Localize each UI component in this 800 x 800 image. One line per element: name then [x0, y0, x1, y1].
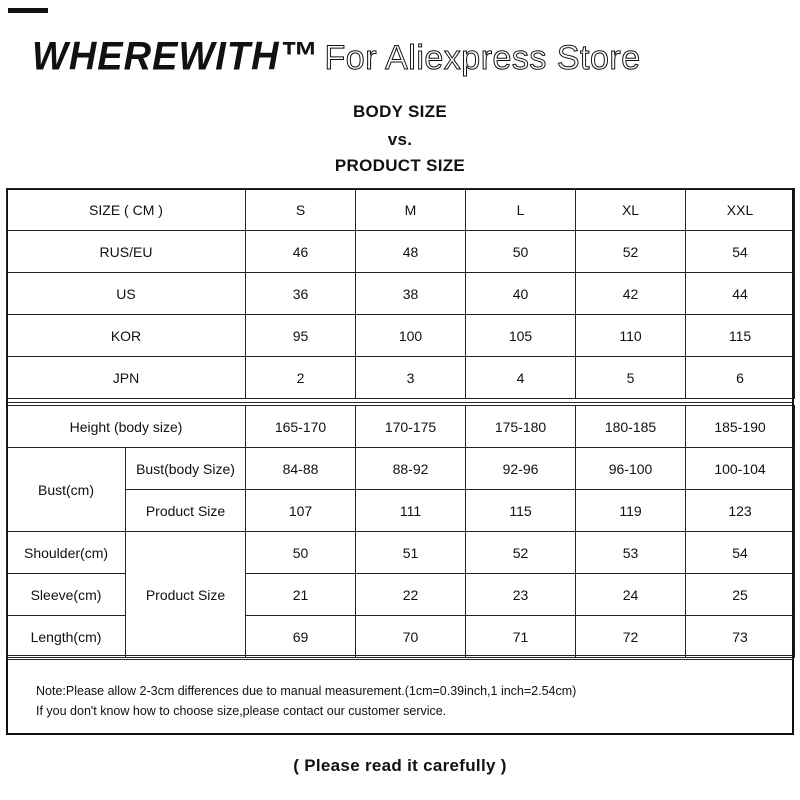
table-cell: 4 [466, 357, 576, 399]
table-cell: 44 [686, 273, 795, 315]
table-cell: 180-185 [576, 406, 686, 448]
table-cell: 73 [686, 616, 795, 658]
table-cell: 36 [246, 273, 356, 315]
table-cell: 110 [576, 315, 686, 357]
table-cell: 48 [356, 231, 466, 273]
notes-block [36, 681, 576, 721]
section-divider [6, 655, 794, 660]
table-cell: 6 [686, 357, 795, 399]
table-cell: 115 [466, 490, 576, 532]
table-cell: 111 [356, 490, 466, 532]
table-cell: 170-175 [356, 406, 466, 448]
sub-row-label: Bust(body Size) [126, 448, 246, 490]
table-cell: 165-170 [246, 406, 356, 448]
table-cell: 54 [686, 231, 795, 273]
table-cell: 40 [466, 273, 576, 315]
size-conversion-table [6, 188, 795, 399]
table-cell: 21 [246, 574, 356, 616]
table-row [7, 406, 795, 448]
table-cell: 52 [576, 231, 686, 273]
table-row [7, 532, 795, 574]
table-cell: 115 [686, 315, 795, 357]
table-cell: 69 [246, 616, 356, 658]
row-label: RUS/EU [7, 231, 246, 273]
table-cell: 53 [576, 532, 686, 574]
size-xxl-header: XXL [686, 189, 795, 231]
table-cell: 42 [576, 273, 686, 315]
table-cell: 50 [246, 532, 356, 574]
table-cell: 54 [686, 532, 795, 574]
table-row [7, 273, 795, 315]
table-cell: 25 [686, 574, 795, 616]
footer-reminder: ( Please read it carefully ) [293, 756, 507, 775]
table-cell: 84-88 [246, 448, 356, 490]
table-cell: 5 [576, 357, 686, 399]
size-s-header: S [246, 189, 356, 231]
table-cell: 71 [466, 616, 576, 658]
table-cell: 24 [576, 574, 686, 616]
table-row [7, 357, 795, 399]
row-label: Bust(cm) [7, 448, 126, 532]
table-cell: 70 [356, 616, 466, 658]
section-divider [6, 398, 794, 403]
table-row [7, 574, 795, 616]
brand-header [32, 36, 641, 80]
table-cell: 51 [356, 532, 466, 574]
table-cell: 100-104 [686, 448, 795, 490]
brand-name: WHEREWITH™ [32, 34, 319, 80]
table-row [7, 448, 795, 490]
table-cell: 96-100 [576, 448, 686, 490]
table-row [7, 231, 795, 273]
table-cell: 50 [466, 231, 576, 273]
table-cell: 92-96 [466, 448, 576, 490]
sub-row-label: Product Size [126, 490, 246, 532]
table-cell: 123 [686, 490, 795, 532]
table-cell: 105 [466, 315, 576, 357]
heading-product-size: PRODUCT SIZE [334, 156, 466, 175]
row-label: Sleeve(cm) [7, 574, 126, 616]
table-row [7, 490, 795, 532]
row-label: Shoulder(cm) [7, 532, 126, 574]
size-xl-header: XL [576, 189, 686, 231]
table-row [7, 315, 795, 357]
size-l-header: L [466, 189, 576, 231]
row-label: Length(cm) [7, 616, 126, 658]
table-cell: 100 [356, 315, 466, 357]
product-size-group-label: Product Size [126, 532, 246, 658]
table-cell: 22 [356, 574, 466, 616]
heading-vs: vs. [387, 130, 413, 149]
note-line: If you don't know how to choose size,please contact our customer service. [36, 704, 447, 718]
table-cell: 95 [246, 315, 356, 357]
note-line: Note:Please allow 2-3cm differences due to manual measurement.(1cm=0.39inch,1 inch=2.54cm) [36, 684, 577, 698]
table-header-row [7, 189, 795, 231]
table-cell: 23 [466, 574, 576, 616]
heading-body-size: BODY SIZE [352, 102, 448, 121]
row-label: US [7, 273, 246, 315]
brand-tagline: For Aliexpress Store [324, 39, 641, 77]
row-label: JPN [7, 357, 246, 399]
table-cell: 72 [576, 616, 686, 658]
table-cell: 119 [576, 490, 686, 532]
size-header-label: SIZE ( CM ) [7, 189, 246, 231]
table-cell: 107 [246, 490, 356, 532]
table-row [7, 616, 795, 658]
table-cell: 3 [356, 357, 466, 399]
row-label: KOR [7, 315, 246, 357]
size-m-header: M [356, 189, 466, 231]
row-label: Height (body size) [7, 406, 246, 448]
table-cell: 2 [246, 357, 356, 399]
table-cell: 52 [466, 532, 576, 574]
table-cell: 46 [246, 231, 356, 273]
table-cell: 88-92 [356, 448, 466, 490]
table-cell: 185-190 [686, 406, 795, 448]
table-cell: 38 [356, 273, 466, 315]
table-cell: 175-180 [466, 406, 576, 448]
measurement-table [6, 405, 795, 658]
top-accent-bar [8, 8, 48, 13]
